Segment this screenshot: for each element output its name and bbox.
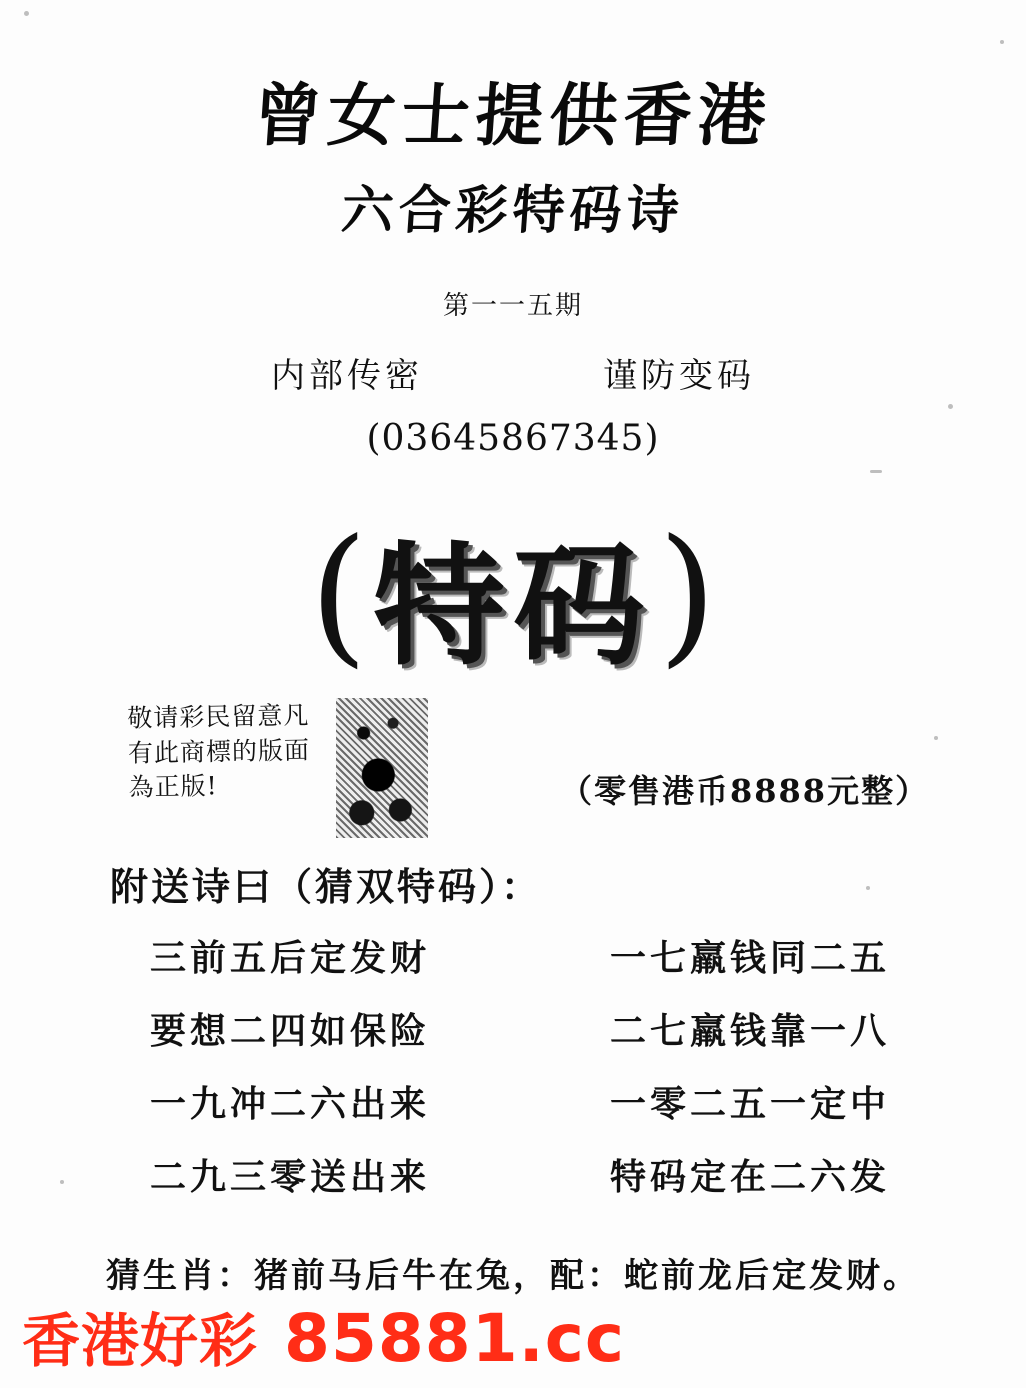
trademark-stamp-icon [336, 698, 428, 838]
verse-right: 一零二五一定中 [610, 1083, 891, 1125]
verse-right: 二七羸钱靠一八 [610, 1010, 891, 1052]
verse-table [150, 930, 990, 1200]
scan-speck [24, 11, 29, 16]
page-title-line1: 曾女士提供香港 [250, 76, 775, 156]
paren-left: ( [309, 508, 368, 682]
footer-brand: 香港好彩 [22, 1307, 259, 1375]
verse-left: 二九三零送出来 [150, 1156, 431, 1198]
verse-left: 三前五后定发财 [150, 937, 431, 979]
feature-headline [0, 500, 1026, 690]
subtitle-left: 内部传密 [271, 356, 423, 396]
scan-speck [60, 1180, 64, 1184]
issue-number: 第一一五期 [442, 291, 583, 321]
paren-right: ) [658, 508, 717, 682]
verse-right: 一七羸钱同二五 [610, 937, 891, 979]
page-title-line2: 六合彩特码诗 [339, 180, 686, 241]
verse-left: 一九冲二六出来 [150, 1083, 431, 1125]
feature-word: 特码 [373, 529, 653, 684]
verse-left: 要想二四如保险 [150, 1010, 431, 1052]
verse-right: 特码定在二六发 [610, 1156, 891, 1198]
footer-url[interactable]: 85881.cc [284, 1300, 625, 1377]
footer-watermark [22, 1294, 625, 1378]
scan-speck [934, 736, 938, 740]
scan-speck [1000, 40, 1004, 44]
retail-price: （零售港币8888元整） [560, 772, 930, 810]
code-number: (03645867345) [366, 418, 660, 459]
zodiac-line: 猜生肖：猪前马后牛在兔，配：蛇前龙后定发财。 [106, 1256, 920, 1296]
scan-speck [870, 470, 882, 473]
subtitle-right: 谨防变码 [603, 356, 755, 396]
subtitle-row [0, 348, 1026, 397]
scan-speck [948, 404, 953, 409]
authenticity-notice: 敬请彩民留意凡有此商標的版面為正版! [127, 700, 311, 802]
verse-heading: 附送诗曰（猜双特码）： [110, 864, 543, 909]
scan-speck [866, 886, 870, 890]
